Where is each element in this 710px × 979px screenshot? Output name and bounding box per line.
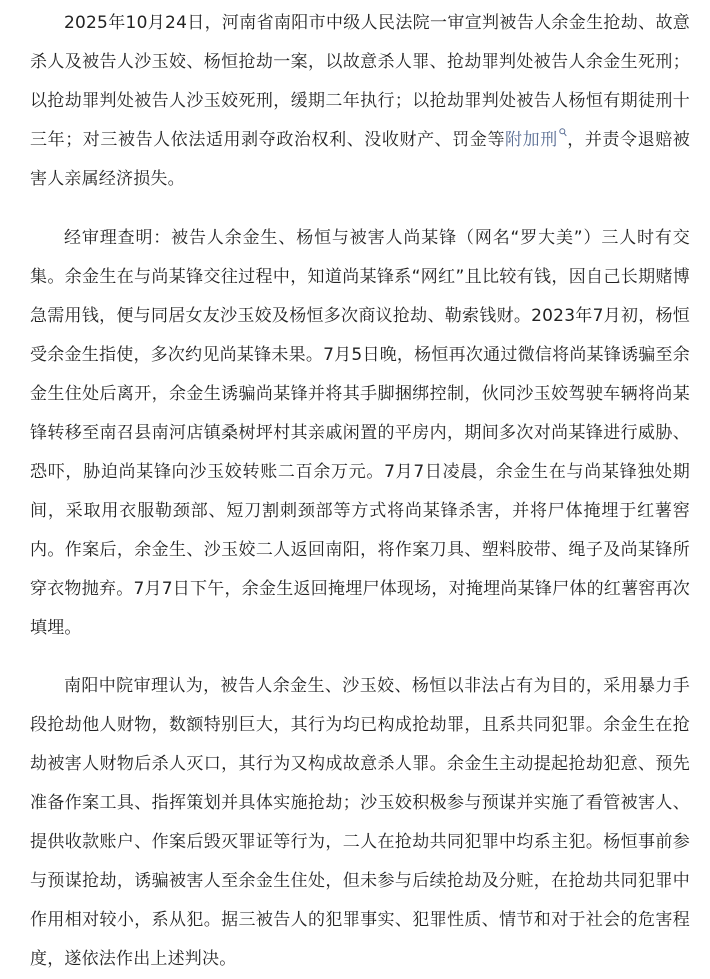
- paragraph-court-opinion: 南阳中院审理认为，被告人余金生、沙玉姣、杨恒以非法占有为目的，采用暴力手段抢劫他人财物，数额特别巨大，其行为均已构成抢劫罪，且系共同犯罪。余金生在抢劫被害人财物后杀人灭口，其行为又构成故意杀人罪。余金生主动提起抢劫犯意、预先准备作案工具、指挥策划并具体实施抢劫；沙玉姣积极参与预谋并实施了看管被害人、提供收款账户、作案后毁灭罪证等行为，二人在抢劫共同犯罪中均系主犯。杨恒事前参与预谋抢劫，诱骗被害人至余金生住处，但未参与后续抢劫及分赃，在抢劫共同犯罪中作用相对较小，系从犯。据三被告人的犯罪事实、犯罪性质、情节和对于社会的危害程度，遂依法作出上述判决。: [30, 676, 690, 969]
- paragraph-verdict-tail: ，并责令退赔被害人亲属经济损失。: [30, 130, 691, 189]
- search-icon: [559, 128, 567, 140]
- paragraph-verdict-text: 2025年10月24日，河南省南阳市中级人民法院一审宣判被告人余金生抢劫、故意杀人及被告人沙玉姣、杨恒抢劫一案，以故意杀人罪、抢劫罪判处被告人余金生死刑；以抢劫罪判处被告人沙玉姣死刑，缓期二年执行；以抢劫罪判处被告人杨恒有期徒刑十三年；对三被告人依法适用剥夺政治权利、没收财产、罚金等: [30, 13, 690, 150]
- paragraph-facts: 经审理查明：被告人余金生、杨恒与被害人尚某锋（网名“罗大美”）三人时有交集。余金生在与尚某锋交往过程中，知道尚某锋系“网红”且比较有钱，因自己长期赌博急需用钱，便与同居女友沙玉姣及杨恒多次商议抢劫、勒索钱财。2023年7月初，杨恒受余金生指使，多次约见尚某锋未果。7月5日晚，杨恒再次通过微信将尚某锋诱骗至余金生住处后离开，余金生诱骗尚某锋并将其手脚捆绑控制，伙同沙玉姣驾驶车辆将尚某锋转移至南召县南河店镇桑树坪村其亲戚闲置的平房内，期间多次对尚某锋进行威胁、恐吓，胁迫尚某锋向沙玉姣转账二百余万元。7月7日凌晨，余金生在与尚某锋独处期间，采取用衣服勒颈部、短刀割刺颈部等方式将尚某锋杀害，并将尸体掩埋于红薯窖内。作案后，余金生、沙玉姣二人返回南阳，将作案刀具、塑料胶带、绳子及尚某锋所穿衣物抛弃。7月7日下午，余金生返回掩埋尸体现场，对掩埋尚某锋尸体的红薯窖再次填埋。: [30, 228, 690, 638]
- link-text: 附加刑: [505, 130, 558, 150]
- paragraph-verdict: [30, 4, 690, 199]
- additional-penalty-link[interactable]: [505, 130, 567, 150]
